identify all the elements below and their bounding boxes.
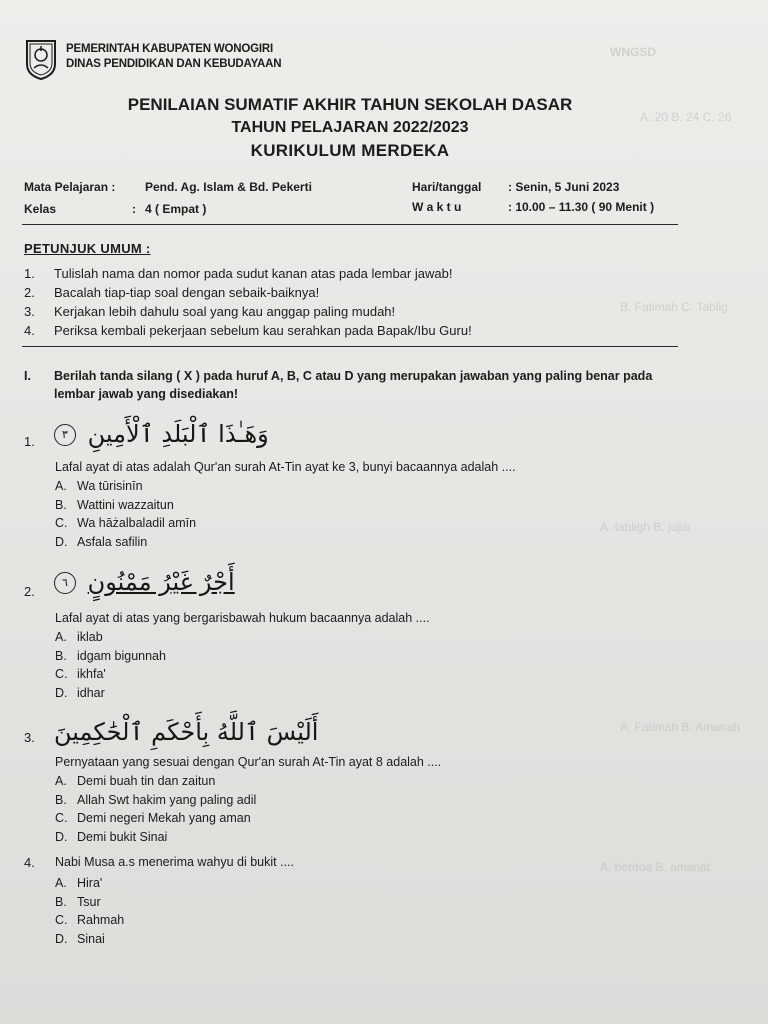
option-letter: A. [55, 876, 67, 890]
exam-title [0, 93, 700, 163]
option[interactable] [55, 665, 166, 684]
instructions-list [24, 264, 664, 340]
arabic-verse [54, 568, 235, 596]
option-text: Rahmah [77, 913, 125, 927]
bleed-through-text: A. 20 B. 24 C. 26 [640, 110, 732, 124]
option-text: idgam bigunnah [77, 648, 166, 663]
option-letter: C. [55, 516, 68, 530]
options-list [55, 772, 256, 846]
option-text: Wa tūrisinīn [77, 479, 143, 493]
question-number: 3. [24, 730, 35, 745]
options-list [55, 874, 124, 948]
question-number: 2. [24, 584, 35, 599]
option-letter: D. [55, 829, 68, 844]
bleed-through-text: A. Fatimah B. Amanah [620, 720, 741, 734]
option[interactable] [55, 930, 124, 949]
question-number: 4. [24, 855, 35, 870]
option[interactable] [55, 809, 256, 828]
ayah-number: ٣ [54, 424, 76, 446]
option-text: Demi bukit Sinai [77, 829, 168, 844]
option-text: Hira' [77, 876, 103, 890]
date-label: Hari/tanggal [412, 180, 482, 194]
option-text: Tsur [77, 894, 101, 909]
part-number: I. [24, 369, 31, 383]
option[interactable] [55, 477, 196, 496]
item-text: Bacalah tiap-tiap soal dengan sebaik-baiknya! [54, 285, 320, 300]
arabic-text: أَلَيْسَ ٱللَّهُ بِأَحْكَمِ ٱلْحَٰكِمِينَ [54, 718, 319, 746]
option-letter: D. [55, 685, 68, 700]
option-text: Wattini wazzaitun [77, 497, 174, 512]
option-letter: A. [55, 774, 67, 788]
option-letter: D. [55, 931, 68, 946]
option-letter: A. [55, 630, 67, 644]
option-letter: B. [55, 894, 67, 909]
item-number: 4. [24, 323, 35, 338]
bleed-through-text: B. Fatimah C. Tablig [620, 300, 728, 314]
bleed-through-text: A. berdoa B. amanat [600, 860, 711, 874]
option[interactable] [55, 874, 124, 893]
option-text: Wa hāżalbaladil amīn [77, 516, 197, 530]
option-letter: A. [55, 479, 67, 493]
question-number: 1. [24, 434, 35, 449]
option-letter: B. [55, 497, 67, 512]
item-text: Periksa kembali pekerjaan sebelum kau serahkan pada Bapak/Ibu Guru! [54, 323, 472, 338]
option[interactable] [55, 628, 166, 647]
part-instruction [24, 367, 684, 403]
bleed-through-text: WNGSD [610, 45, 656, 59]
date-value: : Senin, 5 Juni 2023 [508, 180, 620, 194]
option[interactable] [55, 911, 124, 930]
option-letter: B. [55, 648, 67, 663]
item-text: Kerjakan lebih dahulu soal yang kau anggap paling mudah! [54, 304, 396, 319]
title-line: PENILAIAN SUMATIF AKHIR TAHUN SEKOLAH DASAR [127, 95, 573, 114]
item-number: 1. [24, 266, 35, 281]
option[interactable] [55, 772, 256, 791]
options-list [55, 477, 196, 551]
option-letter: B. [55, 792, 67, 807]
option-letter: C. [55, 667, 68, 681]
list-item [24, 283, 664, 302]
option[interactable] [55, 828, 256, 847]
subject-label: Mata Pelajaran : [24, 180, 116, 194]
option[interactable] [55, 684, 166, 703]
option[interactable] [55, 533, 196, 552]
time-value: : 10.00 – 11.30 ( 90 Menit ) [508, 200, 655, 214]
time-label: W a k t u [412, 200, 462, 214]
option-text: Asfala safilin [77, 534, 148, 549]
question-text: Lafal ayat di atas yang bergarisbawah hukum bacaannya adalah .... [55, 611, 430, 625]
arabic-verse [54, 420, 269, 448]
agency-line: PEMERINTAH KABUPATEN WONOGIRI [66, 43, 273, 55]
class-colon: : [132, 202, 136, 216]
option[interactable] [55, 647, 166, 666]
option-text: idhar [77, 685, 105, 700]
part-instruction-text: Berilah tanda silang ( X ) pada huruf A, B, C atau D yang merupakan jawaban yang paling benar pada lembar jawab yang disediakan! [54, 369, 653, 401]
regency-emblem-icon [24, 38, 58, 80]
bleed-through-text: A. tabligh B. jujur [600, 520, 691, 534]
options-list [55, 628, 166, 702]
option-text: iklab [77, 630, 103, 644]
question-text: Pernyataan yang sesuai dengan Qur'an surah At-Tin ayat 8 adalah .... [55, 755, 442, 769]
option-text: Sinai [77, 931, 105, 946]
option-letter: C. [55, 913, 68, 927]
divider [22, 346, 678, 347]
title-line: TAHUN PELAJARAN 2022/2023 [231, 119, 469, 136]
list-item [24, 302, 664, 321]
title-line: KURIKULUM MERDEKA [250, 141, 450, 160]
subject-value: Pend. Ag. Islam & Bd. Pekerti [145, 180, 312, 194]
instructions-title: PETUNJUK UMUM : [24, 241, 151, 256]
item-text: Tulislah nama dan nomor pada sudut kanan atas pada lembar jawab! [54, 266, 453, 281]
agency-line: DINAS PENDIDIKAN DAN KEBUDAYAAN [66, 58, 282, 70]
question-text: Nabi Musa a.s menerima wahyu di bukit .... [55, 855, 294, 869]
item-number: 3. [24, 304, 35, 319]
list-item [24, 264, 664, 283]
arabic-verse [54, 718, 318, 746]
arabic-text: أَجْرٌ غَيْرُ مَمْنُونٍ [87, 568, 235, 596]
arabic-text: وَهَـٰذَا ٱلْبَلَدِ ٱلْأَمِينِ [87, 420, 269, 448]
option[interactable] [55, 791, 256, 810]
option-letter: D. [55, 534, 68, 549]
divider [22, 224, 678, 225]
option-text: Allah Swt hakim yang paling adil [77, 792, 257, 807]
option-letter: C. [55, 811, 68, 825]
ayah-number: ٦ [54, 572, 76, 594]
option[interactable] [55, 893, 124, 912]
class-label: Kelas [24, 202, 57, 216]
option[interactable] [55, 514, 196, 533]
list-item [24, 321, 664, 340]
option-text: Demi buah tin dan zaitun [77, 774, 216, 788]
option[interactable] [55, 496, 196, 515]
class-value: 4 ( Empat ) [145, 202, 207, 216]
option-text: ikhfa' [77, 667, 106, 681]
option-text: Demi negeri Mekah yang aman [77, 811, 251, 825]
question-text: Lafal ayat di atas adalah Qur'an surah At-Tin ayat ke 3, bunyi bacaannya adalah .... [55, 460, 516, 474]
item-number: 2. [24, 285, 35, 300]
